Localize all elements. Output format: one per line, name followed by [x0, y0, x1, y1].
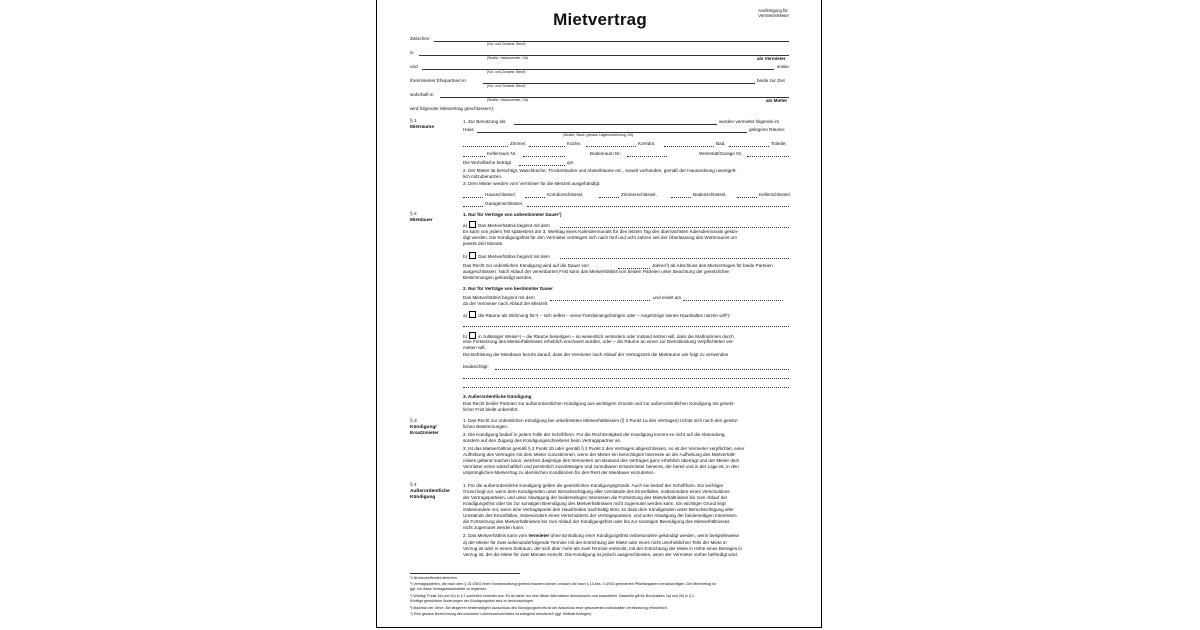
s2-h3: 3. Außerordentliche Kündigung [463, 394, 532, 399]
hint-address: (Straße, Hausnummer, Ort) [487, 56, 529, 60]
section-number: § 4 [410, 483, 417, 488]
s2-c1: Das Mietverhältnis beginnt mit dem [463, 295, 535, 300]
section-1-label [410, 119, 434, 131]
field-beginn-a[interactable] [560, 227, 789, 228]
field-korridor[interactable] [586, 146, 636, 147]
field-mieter-name[interactable] [422, 69, 774, 70]
field-nutzer[interactable] [463, 326, 789, 327]
s2-c6: mieten will. [463, 345, 486, 350]
footnote: *) Nichtzutreffendes streichen. [410, 576, 459, 580]
field-kellerraum[interactable] [523, 156, 565, 157]
label-ehepartner: Ihrem/seiner Ehepartner/-in [410, 78, 466, 83]
field-nutzung[interactable] [514, 124, 717, 125]
s3-l6: Aufhebung des Vertrages mit dem Mieter zuzustimmen, wenn der Mieter ein berechtigtes Interesse an der Aufhebung des Mietverhält- [463, 452, 736, 457]
s4-l1: 1. Für die außerordentliche Kündigung gelten die gesetzlichen Kündigungsgründe. Auch sie bedarf der Schriftform. Ein wichtiger [463, 483, 724, 488]
field-werkstatt[interactable] [747, 156, 789, 157]
s2-c3: die Räume als Wohnung für⁴) – sich selbst – seine Familienangehörigen oder – Angehörige seines Haushaltes nutzen will⁵): [478, 313, 731, 318]
s2-h1: 1. Nur für Verträge von unbestimmter Dauer²) [463, 212, 562, 217]
field-boden-count[interactable] [671, 197, 691, 198]
section-number: § 3 [410, 419, 417, 424]
s4-l3: der Vertragsparteien, und unter Abwägung der beiderseitigen Interessen die Fortsetzung des Mietverhältnisses bis zum Ablauf der [463, 495, 728, 500]
field-ende-c[interactable] [683, 300, 783, 301]
hint-name: (Vor- und Zuname, Beruf) [487, 70, 526, 74]
s1-kellerraum: Kellerraum Nr. [487, 151, 517, 156]
s4-l12: Verzug ist, der die Miete für zwei Monate erreicht. Die Kündigung ist jedoch ausgeschlossen, wenn der Vermieter vorher befriedigt wird. [463, 552, 738, 557]
s2-option-a: a) Das Mietverhältnis beginnt mit dem [463, 223, 550, 228]
s2-d2: licher Frist bleibt unberührt. [463, 407, 519, 412]
hint-name: (Vor- und Zuname, Beruf) [487, 84, 526, 88]
s1-werkstatt: Werkstatt/Garage Nr. [699, 151, 743, 156]
label-und: und [410, 64, 418, 69]
s1-bodenschluessel: Bodenschlüssel, [693, 192, 727, 197]
option-a-checkbox[interactable] [469, 221, 476, 228]
section-number: § 1 [410, 119, 417, 124]
section-2-label [410, 212, 433, 224]
s4-l9c: ohne Einhaltung einer Kündigungsfrist insbesondere gekündigt werden, wenn beispielsweise [550, 533, 740, 538]
label-wohnhaft: wohnhaft in [410, 92, 434, 97]
footnote: ³) Maximal vier Jahre. Bei längerem beiderseitigem Ausschluss des Kündigungsrechts ist der Abschluss einer gesonderten individuellen Vereinbarung erforderlich. [410, 606, 668, 610]
field-vermieter-address[interactable] [419, 55, 789, 56]
s2-c1-mid: und endet am [653, 295, 682, 300]
section-3-label [410, 419, 439, 437]
s4-l8: nicht zugemutet werden kann. [463, 525, 525, 530]
s1-kellerschluessel: Kellerschlüssel, [759, 192, 791, 197]
s4-l6: Umstände des Einzelfalles, insbesondere eines Verschuldens der Vertragsparteien, und unter Abwägung der beiderseitigen Interessen [463, 513, 737, 518]
hint-address: (Straße, Hausnummer, Ort) [487, 98, 529, 102]
footnote: Künftige gesetzliche Änderungen der Kündigungsfrist sind zu berücksichtigen. [410, 599, 535, 603]
field-kellerraum-anzahl[interactable] [463, 156, 485, 157]
field-zimmer-count[interactable] [599, 197, 619, 198]
s2-c2: da der Vermieter nach Ablauf der Mietzeit [463, 301, 548, 306]
s1-wohnflaeche: Die Wohnfläche beträgt [463, 160, 511, 165]
s1-p2b: lich mitzubenutzen. [463, 174, 503, 179]
s4-l9b: Vermieter [528, 533, 550, 538]
s1-qm: qm. [567, 160, 575, 165]
label-in: in [410, 50, 414, 55]
s4-l2: Grund liegt vor, wenn dem Kündigenden unter Berücksichtigung aller Umstände des Einzelfalles, insbesondere eines Verschuldens [463, 489, 730, 494]
field-beginn-b[interactable] [560, 258, 789, 259]
field-keller-count[interactable] [737, 197, 757, 198]
section-name: Kündigung [410, 495, 436, 500]
s3-l8: Vermieter einen wirtschaftlich und persönlich zuverlässigen und zumutbaren Ersatzmieter benennt, der bereit und in der Lage ist, in den [463, 464, 739, 469]
field-bad[interactable] [664, 146, 714, 147]
field-verwendung-2[interactable] [463, 378, 789, 379]
label-sowie: sowie [777, 64, 789, 69]
s4-l7: die Fortsetzung des Mietverhältnisses bis zum Ablauf der Kündigungsfrist oder bis zur sonstigen Beendigung des Mietverhältnisses [463, 519, 730, 524]
section-name: Mietdauer [410, 218, 433, 223]
s3-l3: 2. Die Kündigung bedarf in jedem Falle der Schriftform. Für die Rechtzeitigkeit der Kündigung kommt es nicht auf die Absendung, [463, 432, 726, 437]
s2-option-c-b: b) in zulässiger Weise⁴) – die Räume beseitigen – so wesentlich verändern oder instand setzen will, dass die Maßnahmen durch [463, 334, 734, 339]
s1-zimmer: Zimmer, [510, 141, 527, 146]
s2-b4: Bestimmungen gekündigt werden. [463, 275, 533, 280]
option-c-b-checkbox[interactable] [469, 332, 476, 339]
s2-b2: Das Recht zur ordentlichen Kündigung wird auf die Dauer von [463, 263, 589, 268]
label-als-mieter: als Mieter [766, 98, 788, 103]
s2-b3: ausgeschlossen. Nach Ablauf der vereinbarten Frist kann das Mietverhältnis von beiden Parteien unter Beachtung der gesetzlichen [463, 269, 730, 274]
s4-l9 [463, 533, 739, 538]
s1-garagenschluessel: Garagenschlüssel, [485, 201, 524, 206]
field-toilette[interactable] [729, 146, 769, 147]
s2-c7: Die Befristung der Mietdauer beruht darauf, dass der Vermieter nach Ablauf der Vertragszeit die Mieträume wie folgt zu verwenden [463, 352, 729, 357]
s2-a2: Es kann von jedem Teil spätestens am 3. Werktag eines Kalendermonats für den letzten Tag des übernächsten Kalendermonats gekün- [463, 229, 739, 234]
s4-l4: Kündigungsfrist oder bis zur sonstigen Beendigung des Mietverhältnisses nicht zugemutet werden kann. Ein wichtiger Grund liegt [463, 501, 726, 506]
label-beide-zur-zeit: beide zur Zeit [757, 78, 785, 83]
section-name: Außerordentliche [410, 489, 450, 494]
s3-l2: lichen Bestimmungen. [463, 424, 509, 429]
s2-option-c-a: a) die Räume als Wohnung für⁴) – sich selbst – seine Familienangehörigen oder – Angehörige seines Haushaltes nutzen will⁵): [463, 313, 731, 318]
field-wohnflaeche[interactable] [519, 165, 565, 166]
s2-a4: jeweils drei Monate. [463, 241, 504, 246]
field-verwendung-1[interactable] [495, 369, 789, 370]
s3-l9: ursprünglichen Mietvertrag zu identischen Konditionen für den Rest der Mietdauer einzutreten. [463, 470, 655, 475]
field-schluessel-extra[interactable] [527, 206, 789, 207]
field-kueche[interactable] [529, 146, 565, 147]
copy-note-line: Vermieter/Mieter [758, 13, 789, 18]
s1-korridorschluessel: Korridorschlüssel, [547, 192, 584, 197]
s2-a1: Das Mietverhältnis beginnt mit dem [478, 223, 550, 228]
s2-option-b: b) Das Mietverhältnis beginnt mit dem [463, 254, 550, 259]
s1-p3: 3. Dem Mieter werden vom Vermieter für die Mietzeit ausgehändigt: [463, 181, 601, 186]
s2-b1: Das Mietverhältnis beginnt mit dem [478, 254, 550, 259]
field-verwendung-3[interactable] [463, 387, 789, 388]
footnote: ⁴) Eine genaue Bezeichnung des konkreten Lebenssachverhaltes ist zwingend erforderlich (ggf. Beiblatt beifügen). [410, 612, 593, 616]
s1-hausschluessel: Hausschlüssel, [485, 192, 516, 197]
s1-toilette: Toilette, [771, 141, 787, 146]
s2-d1: Das Recht beider Parteien zur außerordentlichen Kündigung aus wichtigem Grunde und zur außerordentlichen Kündigung mit gesetz- [463, 401, 735, 406]
s1-bad: Bad, [716, 141, 726, 146]
s2-c8: beabsichtigt: [463, 364, 489, 369]
section-name: Ersatzmieter [410, 431, 439, 436]
copy-note-line: Ausfertigung für [758, 8, 788, 13]
s1-gelegene: gelegene Räume: [749, 127, 786, 132]
s1-zimmerschluessel: Zimmerschlüssel, [621, 192, 657, 197]
s1-bodenraum: Bodenraum Nr. [590, 151, 621, 156]
option-b-checkbox[interactable] [469, 252, 476, 259]
s1-korridor: Korridor, [638, 141, 656, 146]
contract-page [376, 0, 822, 628]
s3-l4: sondern auf den Zugang des Kündigungsschreibens beim Vertragspartner an. [463, 438, 622, 443]
field-garage-count[interactable] [463, 206, 483, 207]
s1-p1: 1. Zur Benutzung als [463, 119, 506, 124]
label-zwischen: Zwischen [410, 36, 430, 41]
s2-b2-end: Jahren³) ab Abschluss des Mietvertrages für beide Parteien [652, 263, 773, 268]
s1-p2a: 2. Der Mieter ist berechtigt, Waschküche, Trockenboden und Abstellräume etc., soweit vorhanden, gemäß der Hausordnung unentgelt- [463, 168, 737, 173]
field-korridor-count[interactable] [525, 197, 545, 198]
footnote: ¹) Vertragsparteien, die nach dem § 15 UStG einen Vorsteuerabzug geltend machen können, müssen die nach § 14 Abs. 4 UStG geforderten Pflichtangaben berücksichtigen. Der Mietvertrag ist [410, 582, 716, 586]
hint-name: (Vor- und Zuname, Beruf) [487, 42, 526, 46]
label-als-vermieter: als Vermieter [757, 56, 786, 61]
s3-l1: 1. Das Recht zur ordentlichen Kündigung bei unbefristeten Mietverhältnissen (§ 2 Punkt 1a des Vertrages) richtet sich nach den gesetz- [463, 418, 739, 423]
copy-note [758, 8, 789, 18]
field-haus-count[interactable] [463, 197, 483, 198]
s1-kueche: Küche, [567, 141, 582, 146]
s4-l5: insbesondere vor, wenn eine Vertragspartei den Hausfrieden nachhaltig stört, so dass dem Kündigenden unter Berücksichtigung aller [463, 507, 734, 512]
s4-l10: a) der Mieter für zwei aufeinanderfolgende Termine mit der Entrichtung der Miete oder eines nicht unerheblichen Teils der Miete in [463, 540, 727, 545]
footnote: ggf. um diese Vertragsbestandteile zu ergänzen. [410, 587, 488, 591]
footnote-divider [410, 573, 520, 574]
s2-h2: 2. Nur für Verträge von bestimmter Dauer [463, 286, 553, 291]
field-bodenraum[interactable] [627, 156, 667, 157]
section-number: § 2 [410, 212, 417, 217]
closing-line: wird folgender Mietvertrag geschlossen¹): [410, 106, 495, 111]
s4-l11: Verzug ist oder in einem Zeitraum, der sich über mehr als zwei Termine erstreckt, mit der Entrichtung der Miete in Höhe eines Betrages in [463, 546, 742, 551]
s3-l7: nisses geltend machen kann, welches dasjenige des Vermieters am Bestand des Vertrages ganz erheblich überragt und der Mieter dem [463, 458, 740, 463]
s2-c5: eine Fortsetzung des Mietverhältnisses erheblich erschwert würden, oder – die Räume an einen zur Dienstleistung Verpflichteten ver- [463, 339, 735, 344]
section-name: Mieträume [410, 125, 434, 130]
section-name: Kündigung/ [410, 425, 437, 430]
section-4-label [410, 483, 450, 501]
s2-a3: digt werden. Die Kündigungsfrist für den Vermieter verlängert sich nach fünf und acht Jahren seit der Überlassung des Wohnraums um [463, 235, 737, 240]
hint-lage: (Straße, Stock, genaue Lagebezeichnung, Ort) [563, 133, 634, 137]
page-title: Mietvertrag [553, 10, 647, 29]
footnote: ²) Wichtig! Punkt 1a) und 1b) in § 2 schließen einander aus. Es ist daher nur eine dieser Alternativen anzukreuzen und auszufüllen. Dasselbe gilt für Buchstaben 2a) und 2b) in § 2. [410, 594, 695, 598]
s4-l9a: 2. Das Mietverhältnis kann vom [463, 533, 528, 538]
s3-l5: 3. Ist das Mietverhältnis gemäß § 2 Punkt 1b oder gemäß § 2 Punkt 2 des Vertrages abgeschlossen, so ist der Vermieter verpflichtet, einer [463, 446, 745, 451]
s1-haus: Haus [463, 127, 474, 132]
s2-c4: in zulässiger Weise⁴) – die Räume beseitigen – so wesentlich verändern oder instand setzen will, dass die Maßnahmen durch [478, 334, 734, 339]
field-beginn-c[interactable] [550, 300, 650, 301]
field-zimmer[interactable] [463, 146, 508, 147]
option-c-a-checkbox[interactable] [469, 311, 476, 318]
s1-p1-end: werden vermietet folgende im [719, 119, 780, 124]
